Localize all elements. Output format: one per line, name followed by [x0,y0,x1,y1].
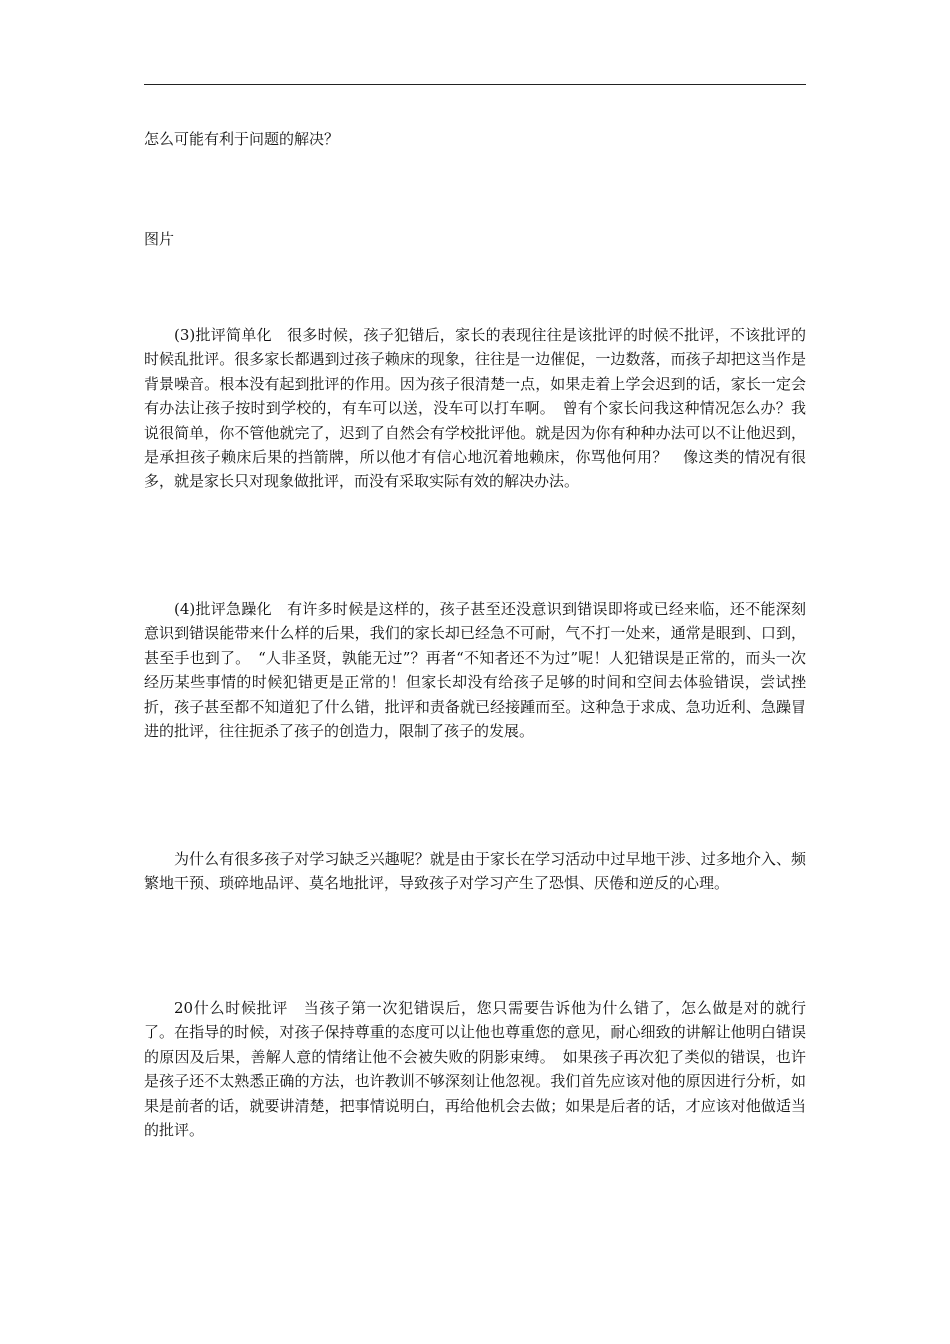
paragraph-learning-interest: 为什么有很多孩子对学习缺乏兴趣呢？就是由于家长在学习活动中过早地干涉、过多地介入、频繁地干预、琐碎地品评、莫名地批评，导致孩子对学习产生了恐惧、厌倦和逆反的心理。 [144,850,806,893]
paragraph-when-to-criticize: 20什么时候批评 当孩子第一次犯错误后，您只需要告诉他为什么错了，怎么做是对的就行了。在指导的时候，对孩子保持尊重的态度可以让他也尊重您的意见，耐心细致的讲解让他明白错误的原因及后果，善解人意的情绪让他不会被失败的阴影束缚。 如果孩子再次犯了类似的错误，也许是孩子还不太熟悉正确的方法，也许教训不够深刻让他忽视。我们首先应该对他的原因进行分析，如果是前者的话，就要讲清楚，把事情说明白，再给他机会去做；如果是后者的话，才应该对他做适当的批评。 [144,999,806,1140]
header-rule [144,84,806,85]
paragraph-criticism-simplified: (3)批评简单化 很多时候，孩子犯错后，家长的表现往往是该批评的时候不批评，不该批评的时候乱批评。很多家长都遇到过孩子赖床的现象，往往是一边催促，一边数落，而孩子却把这当作是背景噪音。根本没有起到批评的作用。因为孩子很清楚一点，如果走着上学会迟到的话，家长一定会有办法让孩子按时到学校的，有车可以送，没车可以打车啊。 曾有个家长问我这种情况怎么办？我说很简单，你不管他就完了，迟到了自然会有学校批评他。就是因为你有种种办法可以不让他迟到，是承担孩子赖床后果的挡箭牌，所以他才有信心地沉着地赖床，你骂他何用？ 像这类的情况有很多，就是家长只对现象做批评，而没有采取实际有效的解决办法。 [144,326,806,491]
paragraph-question: 怎么可能有利于问题的解决？ [144,130,340,148]
paragraph-criticism-impatient: (4)批评急躁化 有许多时候是这样的，孩子甚至还没意识到错误即将或已经来临，还不能深刻意识到错误能带来什么样的后果，我们的家长却已经急不可耐，气不打一处来，通常是眼到、口到，甚至手也到了。 “人非圣贤，孰能无过”？再者“不知者还不为过”呢！人犯错误是正常的，而头一次经历某些事情的时候犯错更是正常的！但家长却没有给孩子足够的时间和空间去体验错误，尝试挫折，孩子甚至都不知道犯了什么错，批评和责备就已经接踵而至。这种急于求成、急功近利、急躁冒进的批评，往往扼杀了孩子的创造力，限制了孩子的发展。 [144,600,806,741]
image-placeholder-label: 图片 [144,230,175,248]
